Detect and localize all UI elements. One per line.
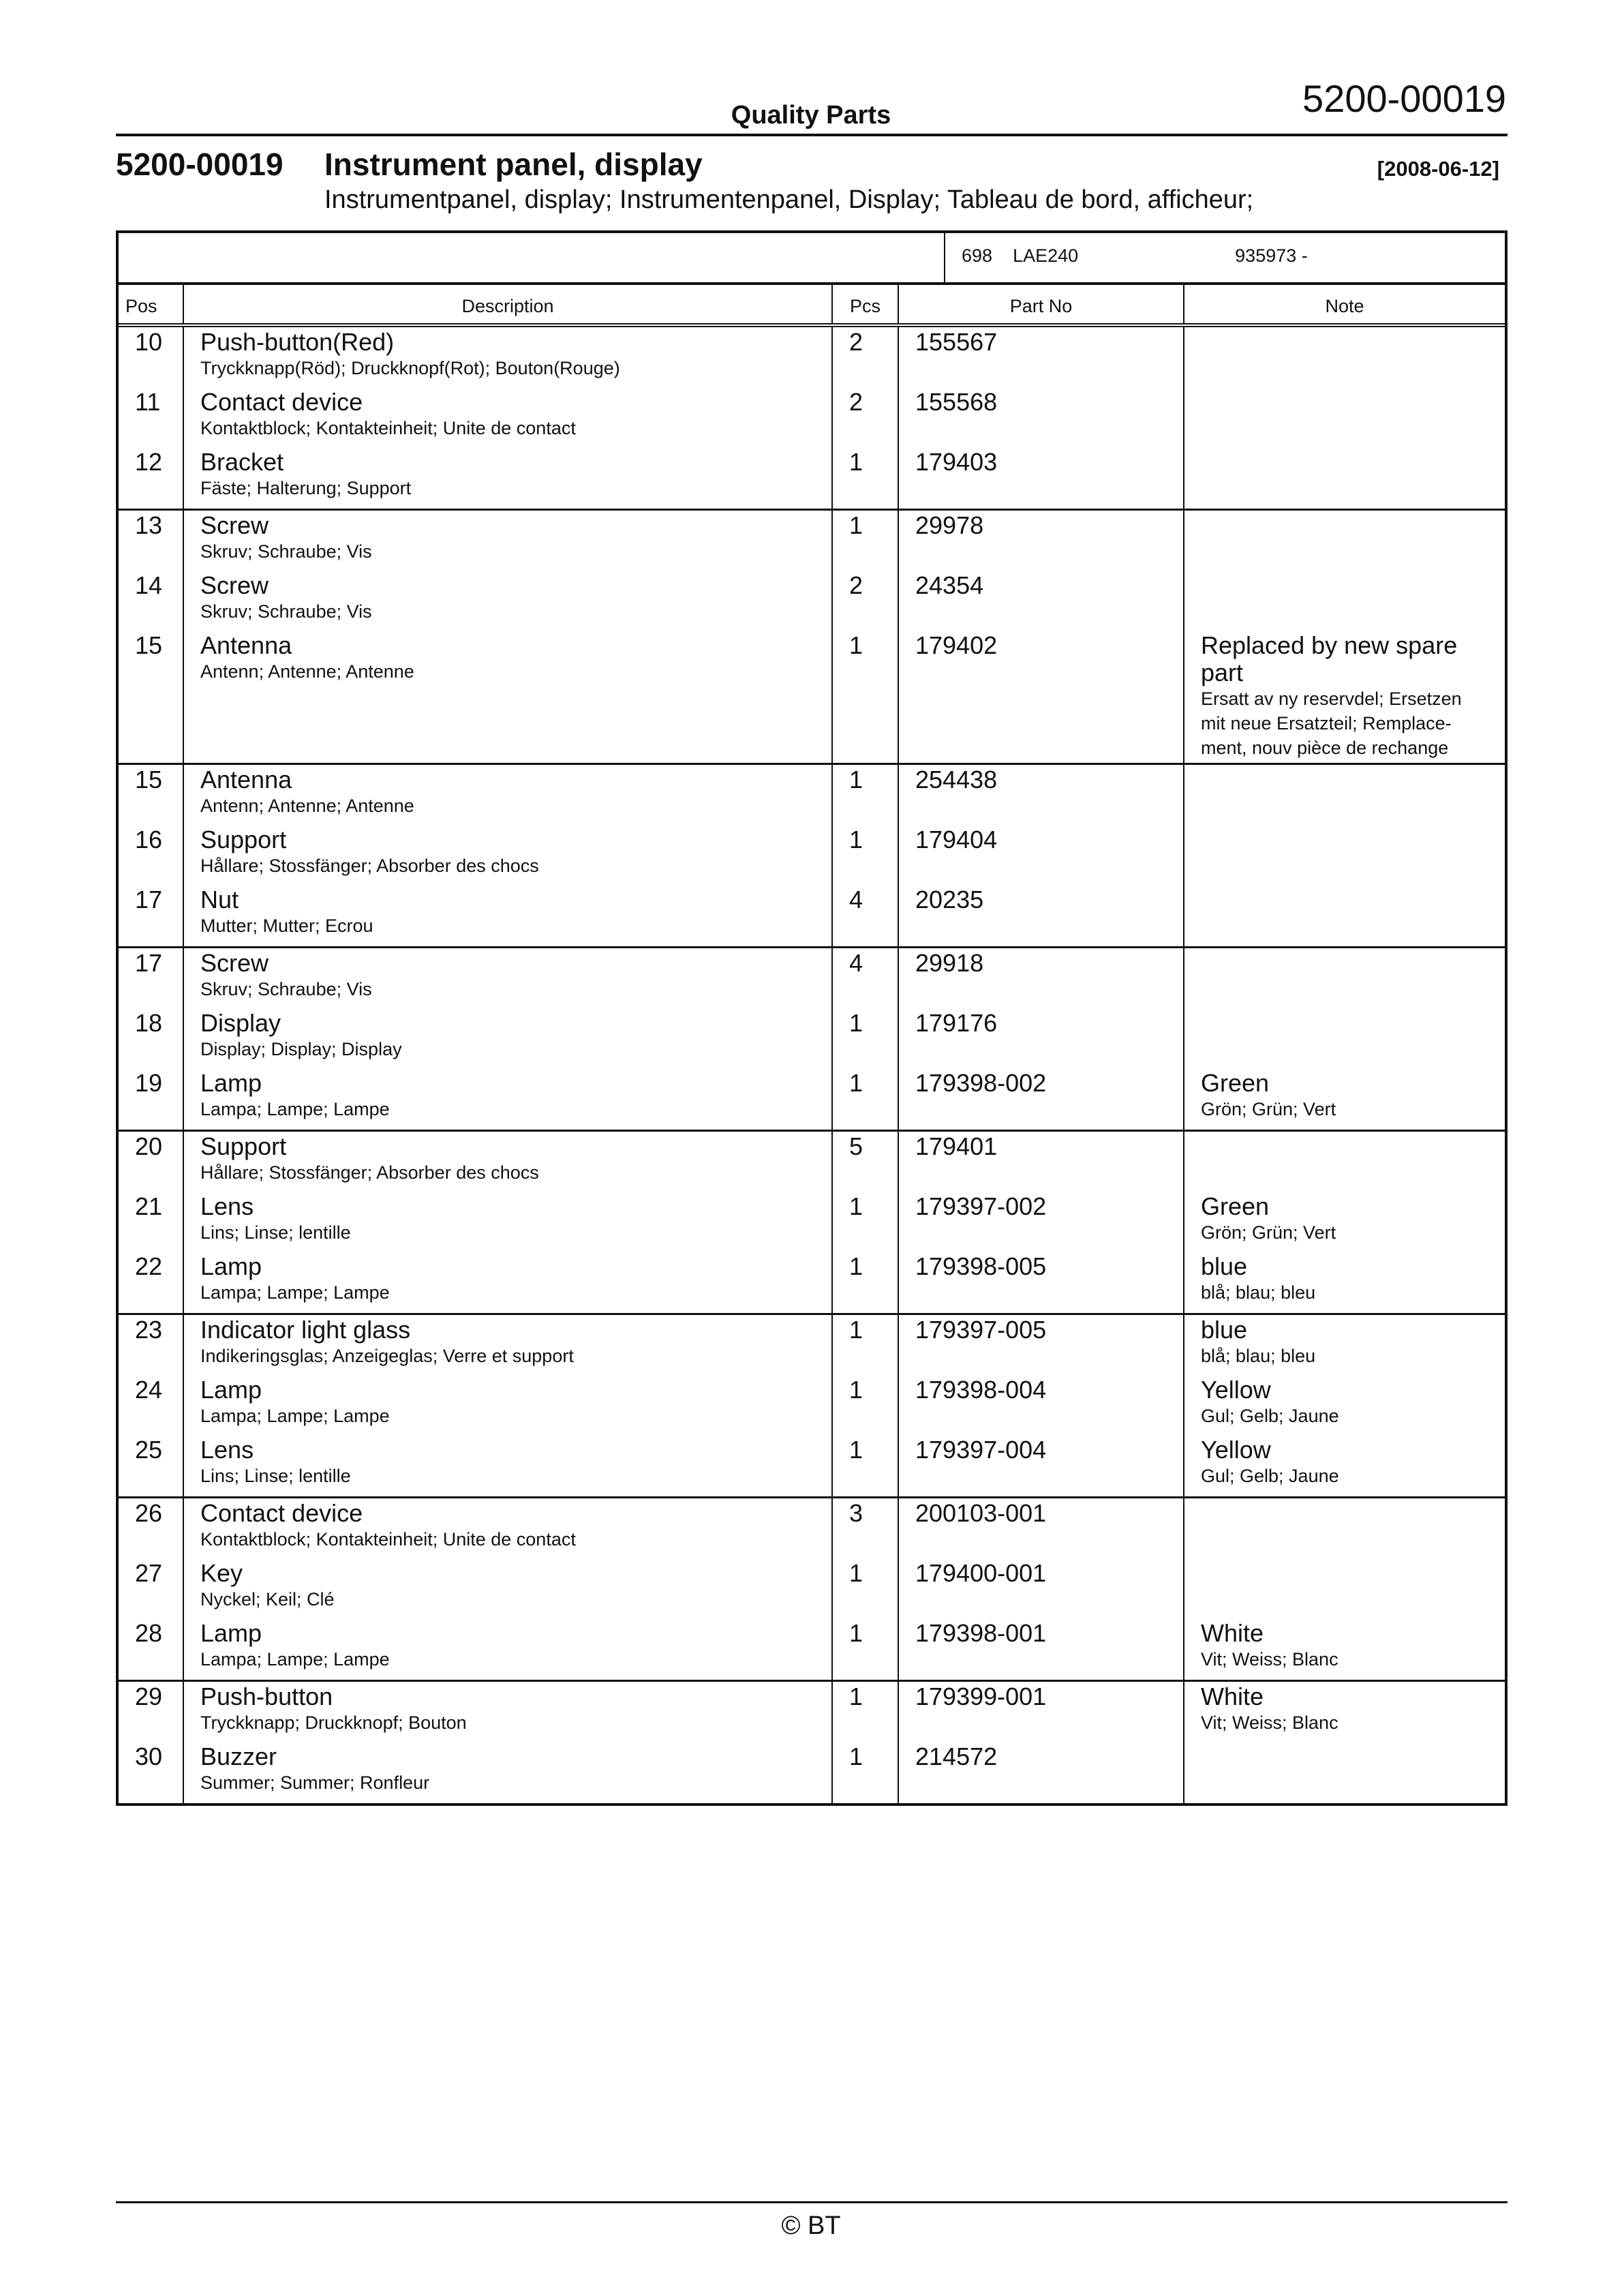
part-no-cell bbox=[899, 1682, 1184, 1803]
note bbox=[1184, 1133, 1505, 1193]
note bbox=[1184, 1316, 1505, 1376]
note bbox=[1184, 886, 1505, 946]
pos-cell bbox=[119, 1498, 184, 1680]
note bbox=[1184, 449, 1505, 509]
col-description: Description bbox=[184, 285, 833, 323]
pos-value: 24 bbox=[135, 1376, 163, 1404]
description-cell bbox=[184, 1498, 833, 1680]
pcs-value: 3 bbox=[849, 1499, 863, 1527]
note bbox=[1184, 632, 1505, 763]
part-number: 179399-001 bbox=[915, 1682, 1047, 1710]
pcs-value: 1 bbox=[849, 826, 863, 854]
part-translations: Lins; Linse; lentille bbox=[200, 1466, 351, 1486]
part-no-cell bbox=[899, 765, 1184, 946]
part-translations: Tryckknapp(Röd); Druckknopf(Rot); Bouton(Rouge) bbox=[200, 358, 620, 378]
pcs-value: 1 bbox=[849, 766, 863, 794]
pcs-value: 1 bbox=[849, 1069, 863, 1097]
pos-value: 14 bbox=[135, 571, 163, 599]
note bbox=[1184, 512, 1505, 572]
pcs-value: 1 bbox=[849, 1619, 863, 1647]
note-cell bbox=[1184, 765, 1505, 946]
header-divider bbox=[116, 134, 1508, 136]
part-number: 179397-005 bbox=[915, 1316, 1047, 1344]
part-translations: Tryckknapp; Druckknopf; Bouton bbox=[200, 1712, 467, 1733]
description bbox=[184, 389, 831, 449]
pos-cell bbox=[119, 765, 184, 946]
note-text: White bbox=[1201, 1682, 1264, 1710]
note-text: White bbox=[1201, 1619, 1264, 1647]
part-translations: Hållare; Stossfänger; Absorber des chocs bbox=[200, 1162, 539, 1183]
part-no-cell bbox=[899, 1315, 1184, 1496]
item-group bbox=[119, 327, 1505, 511]
pcs-value: 2 bbox=[849, 571, 863, 599]
description bbox=[184, 329, 831, 389]
part-number: 179398-001 bbox=[915, 1619, 1047, 1647]
col-part-no: Part No bbox=[899, 285, 1184, 323]
part-name: Key bbox=[200, 1559, 243, 1587]
part-name: Lens bbox=[200, 1436, 254, 1464]
pos-value: 27 bbox=[135, 1559, 163, 1587]
pos-cell bbox=[119, 1315, 184, 1496]
note bbox=[1184, 950, 1505, 1010]
pcs-value: 4 bbox=[849, 886, 863, 913]
title-translations: Instrumentpanel, display; Instrumentenpanel, Display; Tableau de bord, afficheur; bbox=[324, 185, 1254, 214]
serial-number: 935973 - bbox=[1235, 245, 1308, 266]
description-cell bbox=[184, 948, 833, 1130]
part-translations: Antenn; Antenne; Antenne bbox=[200, 661, 414, 682]
note-translations: Vit; Weiss; Blanc bbox=[1201, 1712, 1338, 1733]
description bbox=[184, 1316, 831, 1376]
part-name: Support bbox=[200, 826, 287, 854]
part-name: Antenna bbox=[200, 631, 292, 659]
part-name: Push-button bbox=[200, 1682, 333, 1710]
note-text: Yellow bbox=[1201, 1436, 1271, 1464]
pos-value: 28 bbox=[135, 1619, 163, 1647]
pos-value: 21 bbox=[135, 1192, 163, 1220]
pos-value: 30 bbox=[135, 1742, 163, 1770]
pos-cell bbox=[119, 1682, 184, 1803]
pos-value: 12 bbox=[135, 448, 163, 476]
note bbox=[1184, 1683, 1505, 1743]
part-name: Lamp bbox=[200, 1069, 262, 1097]
part-number: 179400-001 bbox=[915, 1559, 1047, 1587]
copyright: © BT bbox=[781, 2211, 841, 2240]
description bbox=[184, 1376, 831, 1436]
note bbox=[1184, 766, 1505, 826]
pcs-value: 2 bbox=[849, 328, 863, 356]
description bbox=[184, 632, 831, 692]
part-name: Nut bbox=[200, 886, 239, 913]
note bbox=[1184, 1500, 1505, 1560]
note-text: blue bbox=[1201, 1316, 1248, 1344]
pos-value: 20 bbox=[135, 1132, 163, 1160]
item-group bbox=[119, 765, 1505, 948]
model-code: 698 bbox=[962, 245, 993, 266]
document-number: 5200-00019 bbox=[1302, 77, 1506, 120]
part-name: Contact device bbox=[200, 388, 363, 416]
description bbox=[184, 1010, 831, 1070]
part-translations: Mutter; Mutter; Ecrou bbox=[200, 916, 373, 936]
note bbox=[1184, 1193, 1505, 1253]
part-translations: Lins; Linse; lentille bbox=[200, 1222, 351, 1243]
pcs-cell bbox=[833, 1682, 899, 1803]
note-text: Replaced by new spare part bbox=[1201, 631, 1458, 686]
pcs-value: 1 bbox=[849, 511, 863, 539]
part-code: 5200-00019 bbox=[116, 147, 284, 182]
pos-value: 15 bbox=[135, 766, 163, 794]
part-translations: Fäste; Halterung; Support bbox=[200, 478, 412, 498]
part-name: Screw bbox=[200, 949, 269, 977]
pcs-value: 1 bbox=[849, 1742, 863, 1770]
note-translations: Gul; Gelb; Jaune bbox=[1201, 1406, 1339, 1426]
part-number: 214572 bbox=[915, 1742, 998, 1770]
part-number: 155567 bbox=[915, 328, 998, 356]
note-text: Green bbox=[1201, 1192, 1270, 1220]
model-header-blank bbox=[119, 233, 945, 282]
description bbox=[184, 512, 831, 572]
item-group bbox=[119, 1315, 1505, 1498]
part-name: Antenna bbox=[200, 766, 292, 794]
pcs-value: 1 bbox=[849, 448, 863, 476]
part-number: 20235 bbox=[915, 886, 984, 913]
description-cell bbox=[184, 1132, 833, 1313]
description-cell bbox=[184, 1682, 833, 1803]
part-name: Lamp bbox=[200, 1619, 262, 1647]
pcs-cell bbox=[833, 1315, 899, 1496]
description bbox=[184, 1436, 831, 1496]
note bbox=[1184, 1010, 1505, 1070]
description bbox=[184, 826, 831, 886]
part-number: 179176 bbox=[915, 1009, 998, 1037]
part-name: Indicator light glass bbox=[200, 1316, 411, 1344]
item-group bbox=[119, 1498, 1505, 1682]
part-number: 179398-005 bbox=[915, 1252, 1047, 1280]
part-translations: Lampa; Lampe; Lampe bbox=[200, 1649, 390, 1670]
pos-cell bbox=[119, 1132, 184, 1313]
part-name: Lamp bbox=[200, 1376, 262, 1404]
pos-value: 25 bbox=[135, 1436, 163, 1464]
note-cell bbox=[1184, 1682, 1505, 1803]
pcs-value: 1 bbox=[849, 1252, 863, 1280]
part-number: 254438 bbox=[915, 766, 998, 794]
pos-cell bbox=[119, 327, 184, 509]
part-number: 24354 bbox=[915, 571, 984, 599]
description bbox=[184, 1500, 831, 1560]
note bbox=[1184, 826, 1505, 886]
item-group bbox=[119, 948, 1505, 1132]
description bbox=[184, 766, 831, 826]
col-pcs: Pcs bbox=[833, 285, 899, 323]
pcs-value: 4 bbox=[849, 949, 863, 977]
pcs-cell bbox=[833, 327, 899, 509]
part-name: Buzzer bbox=[200, 1742, 277, 1770]
pcs-cell bbox=[833, 511, 899, 763]
date: [2008-06-12] bbox=[1377, 157, 1499, 181]
description bbox=[184, 1133, 831, 1193]
description bbox=[184, 1560, 831, 1620]
pcs-value: 1 bbox=[849, 1376, 863, 1404]
pcs-value: 1 bbox=[849, 1009, 863, 1037]
pos-value: 26 bbox=[135, 1499, 163, 1527]
part-number: 179404 bbox=[915, 826, 998, 854]
description bbox=[184, 572, 831, 632]
pos-value: 16 bbox=[135, 826, 163, 854]
note-translations: Grön; Grün; Vert bbox=[1201, 1099, 1336, 1119]
part-number: 179402 bbox=[915, 631, 998, 659]
pcs-value: 2 bbox=[849, 388, 863, 416]
note bbox=[1184, 1253, 1505, 1313]
part-translations: Skruv; Schraube; Vis bbox=[200, 601, 372, 622]
pcs-cell bbox=[833, 1498, 899, 1680]
description bbox=[184, 1683, 831, 1743]
pos-value: 11 bbox=[135, 388, 161, 416]
pcs-value: 1 bbox=[849, 1192, 863, 1220]
note-cell bbox=[1184, 511, 1505, 763]
note-text: Yellow bbox=[1201, 1376, 1271, 1404]
part-translations: Indikeringsglas; Anzeigeglas; Verre et support bbox=[200, 1346, 574, 1366]
note-translations: Ersatt av ny reservdel; Ersetzen mit neue Ersatzteil; Remplace-ment, nouv pièce de rechange bbox=[1201, 689, 1462, 758]
pos-value: 18 bbox=[135, 1009, 163, 1037]
part-no-cell bbox=[899, 511, 1184, 763]
description-cell bbox=[184, 1315, 833, 1496]
part-name: Screw bbox=[200, 571, 269, 599]
note bbox=[1184, 1743, 1505, 1803]
pcs-value: 1 bbox=[849, 631, 863, 659]
model-header bbox=[119, 233, 1505, 285]
part-no-cell bbox=[899, 1132, 1184, 1313]
col-note: Note bbox=[1325, 296, 1364, 316]
pos-value: 23 bbox=[135, 1316, 163, 1344]
pos-value: 15 bbox=[135, 631, 163, 659]
part-name: Display bbox=[200, 1009, 281, 1037]
note-text: Green bbox=[1201, 1069, 1270, 1097]
item-group bbox=[119, 511, 1505, 765]
part-no-cell bbox=[899, 948, 1184, 1130]
section-title: Quality Parts bbox=[731, 101, 891, 130]
pos-value: 22 bbox=[135, 1252, 163, 1280]
part-translations: Display; Display; Display bbox=[200, 1039, 402, 1059]
note-cell bbox=[1184, 1498, 1505, 1680]
note-translations: blå; blau; bleu bbox=[1201, 1282, 1316, 1303]
part-number: 179397-004 bbox=[915, 1436, 1047, 1464]
part-translations: Kontaktblock; Kontakteinheit; Unite de contact bbox=[200, 418, 576, 438]
pos-value: 13 bbox=[135, 511, 163, 539]
pcs-cell bbox=[833, 948, 899, 1130]
part-no-cell bbox=[899, 327, 1184, 509]
description bbox=[184, 886, 831, 946]
part-translations: Skruv; Schraube; Vis bbox=[200, 541, 372, 562]
pcs-value: 5 bbox=[849, 1132, 863, 1160]
part-name: Support bbox=[200, 1132, 287, 1160]
description bbox=[184, 950, 831, 1010]
part-no-cell bbox=[899, 1498, 1184, 1680]
part-name: Push-button(Red) bbox=[200, 328, 395, 356]
footer-divider bbox=[116, 2201, 1508, 2203]
note-translations: blå; blau; bleu bbox=[1201, 1346, 1316, 1366]
part-translations: Kontaktblock; Kontakteinheit; Unite de contact bbox=[200, 1529, 576, 1550]
part-translations: Skruv; Schraube; Vis bbox=[200, 979, 372, 999]
description bbox=[184, 1620, 831, 1680]
description-cell bbox=[184, 511, 833, 763]
note-cell bbox=[1184, 1132, 1505, 1313]
description bbox=[184, 1743, 831, 1803]
note bbox=[1184, 1070, 1505, 1130]
note bbox=[1184, 572, 1505, 632]
table-body bbox=[119, 327, 1505, 1803]
pos-value: 29 bbox=[135, 1682, 163, 1710]
part-name: Bracket bbox=[200, 448, 284, 476]
pcs-value: 1 bbox=[849, 1559, 863, 1587]
pos-cell bbox=[119, 511, 184, 763]
pos-value: 17 bbox=[135, 949, 163, 977]
note-translations: Vit; Weiss; Blanc bbox=[1201, 1649, 1338, 1670]
description bbox=[184, 1253, 831, 1313]
pos-value: 19 bbox=[135, 1069, 163, 1097]
note bbox=[1184, 1560, 1505, 1620]
part-translations: Lampa; Lampe; Lampe bbox=[200, 1282, 390, 1303]
note bbox=[1184, 1436, 1505, 1496]
part-translations: Nyckel; Keil; Clé bbox=[200, 1589, 335, 1610]
page-title: Instrument panel, display bbox=[324, 147, 703, 182]
pos-cell bbox=[119, 948, 184, 1130]
part-translations: Antenn; Antenne; Antenne bbox=[200, 796, 414, 816]
pos-value: 17 bbox=[135, 886, 163, 913]
part-name: Lamp bbox=[200, 1252, 262, 1280]
pcs-value: 1 bbox=[849, 1682, 863, 1710]
description-cell bbox=[184, 327, 833, 509]
part-translations: Lampa; Lampe; Lampe bbox=[200, 1099, 390, 1119]
note bbox=[1184, 389, 1505, 449]
col-pos: Pos bbox=[119, 285, 184, 323]
description bbox=[184, 1193, 831, 1253]
description-cell bbox=[184, 765, 833, 946]
part-number: 179403 bbox=[915, 448, 998, 476]
part-number: 29978 bbox=[915, 511, 984, 539]
part-translations: Summer; Summer; Ronfleur bbox=[200, 1772, 430, 1793]
part-number: 179398-002 bbox=[915, 1069, 1047, 1097]
note-cell bbox=[1184, 1315, 1505, 1496]
model-info bbox=[945, 233, 1505, 282]
part-name: Lens bbox=[200, 1192, 254, 1220]
column-headers bbox=[119, 285, 1505, 327]
note-translations: Grön; Grün; Vert bbox=[1201, 1222, 1336, 1243]
note-cell bbox=[1184, 327, 1505, 509]
pcs-cell bbox=[833, 1132, 899, 1313]
part-number: 179397-002 bbox=[915, 1192, 1047, 1220]
part-number: 200103-001 bbox=[915, 1499, 1047, 1527]
note bbox=[1184, 1376, 1505, 1436]
part-name: Contact device bbox=[200, 1499, 363, 1527]
note bbox=[1184, 329, 1505, 389]
item-group bbox=[119, 1132, 1505, 1315]
part-number: 179398-004 bbox=[915, 1376, 1047, 1404]
item-group bbox=[119, 1682, 1505, 1803]
parts-table bbox=[116, 230, 1508, 1806]
note bbox=[1184, 1620, 1505, 1680]
description bbox=[184, 1070, 831, 1130]
part-number: 29918 bbox=[915, 949, 984, 977]
model-name: LAE240 bbox=[1013, 245, 1079, 266]
part-name: Screw bbox=[200, 511, 269, 539]
pos-value: 10 bbox=[135, 328, 163, 356]
part-translations: Hållare; Stossfänger; Absorber des chocs bbox=[200, 856, 539, 876]
part-number: 179401 bbox=[915, 1132, 998, 1160]
note-text: blue bbox=[1201, 1252, 1248, 1280]
part-number: 155568 bbox=[915, 388, 998, 416]
description bbox=[184, 449, 831, 509]
pcs-value: 1 bbox=[849, 1436, 863, 1464]
part-translations: Lampa; Lampe; Lampe bbox=[200, 1406, 390, 1426]
pcs-cell bbox=[833, 765, 899, 946]
note-translations: Gul; Gelb; Jaune bbox=[1201, 1466, 1339, 1486]
pcs-value: 1 bbox=[849, 1316, 863, 1344]
note-cell bbox=[1184, 948, 1505, 1130]
